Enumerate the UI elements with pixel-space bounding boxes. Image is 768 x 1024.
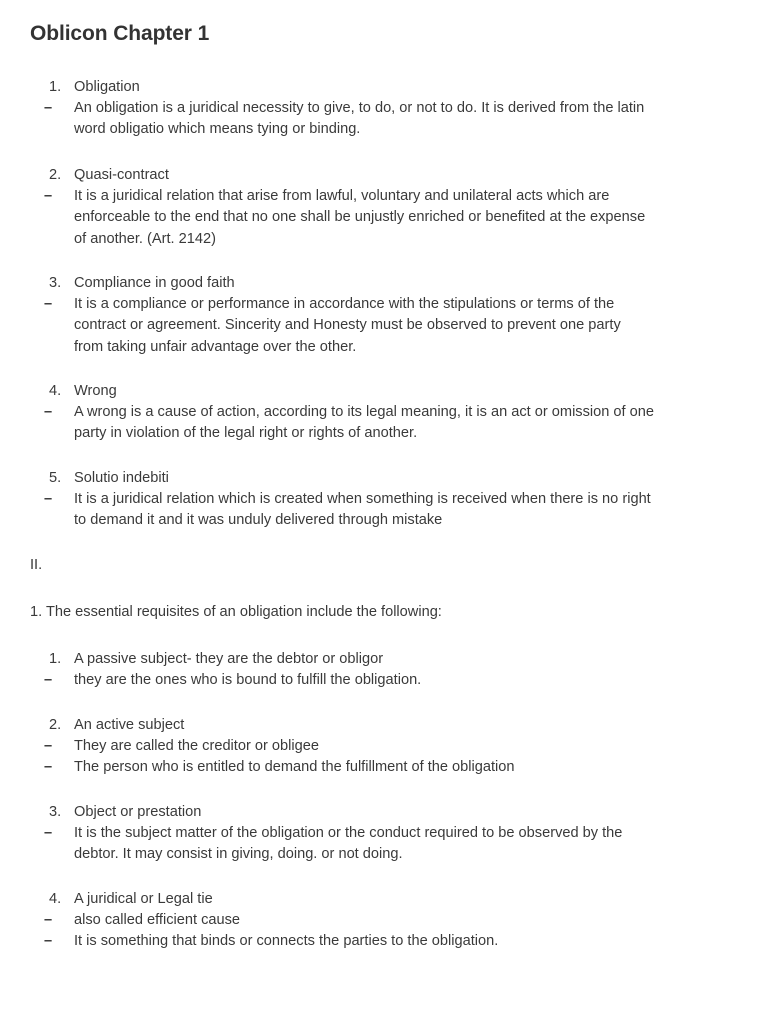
list-item-heading	[0, 77, 768, 98]
bullet-line	[0, 337, 768, 358]
list-item	[0, 889, 768, 953]
dash-bullet-icon: –	[44, 825, 53, 842]
list-number: 3.	[49, 275, 62, 291]
bullet-text: they are the ones who is bound to fulfill the obligation.	[74, 672, 422, 689]
bullet-text: The person who is entitled to demand the fulfillment of the obligation	[74, 759, 515, 776]
bullet-line	[0, 119, 768, 140]
list-number: 2.	[49, 717, 62, 733]
list-item-heading	[0, 381, 768, 402]
list-item-heading	[0, 715, 768, 736]
list-number: 1.	[49, 79, 62, 95]
bullet-text: to demand it and it was unduly delivered through mistake	[74, 512, 443, 529]
bullet-line	[0, 423, 768, 444]
bullet-line	[0, 757, 768, 778]
bullet-line	[0, 294, 768, 315]
bullet-line	[0, 823, 768, 844]
bullet-text: It is a compliance or performance in accordance with the stipulations or terms of the	[74, 296, 615, 313]
bullet-text: It is a juridical relation that arise from lawful, voluntary and unilateral acts which are	[74, 188, 610, 205]
bullet-text: It is something that binds or connects the parties to the obligation.	[74, 933, 499, 950]
bullet-line	[0, 186, 768, 207]
dash-bullet-icon: –	[44, 404, 53, 421]
list-term: A passive subject- they are the debtor or obligor	[74, 651, 384, 667]
page-title: Oblicon Chapter 1	[30, 22, 210, 45]
list-item	[0, 649, 768, 691]
list-term: Solutio indebiti	[74, 470, 169, 486]
bullet-text: party in violation of the legal right or rights of another.	[74, 425, 418, 442]
list-item	[0, 77, 768, 141]
list-term: An active subject	[74, 717, 185, 733]
bullet-text: They are called the creditor or obligee	[74, 738, 319, 755]
list-term: A juridical or Legal tie	[74, 891, 213, 907]
dash-bullet-icon: –	[44, 672, 53, 689]
bullet-line	[0, 910, 768, 931]
list-item-heading	[0, 273, 768, 294]
dash-bullet-icon: –	[44, 491, 53, 508]
bullet-line	[0, 402, 768, 423]
list-item-heading	[0, 802, 768, 823]
list-term: Obligation	[74, 79, 140, 95]
list-term: Object or prestation	[74, 804, 202, 820]
dash-bullet-icon: –	[44, 912, 53, 929]
bullet-text: It is the subject matter of the obligation or the conduct required to be observed by the	[74, 825, 623, 842]
bullet-line	[0, 489, 768, 510]
list-number: 4.	[49, 891, 62, 907]
list-item	[0, 715, 768, 779]
list-item	[0, 802, 768, 866]
dash-bullet-icon: –	[44, 759, 53, 776]
list-item-heading	[0, 889, 768, 910]
dash-bullet-icon: –	[44, 296, 53, 313]
bullet-text: enforceable to the end that no one shall be unjustly enriched or benefited at the expense	[74, 209, 646, 226]
list-item-heading	[0, 165, 768, 186]
list-item	[0, 468, 768, 532]
bullet-text: An obligation is a juridical necessity to give, to do, or not to do. It is derived from the latin	[74, 100, 645, 117]
list-number: 3.	[49, 804, 62, 820]
bullet-line	[0, 315, 768, 336]
bullet-text: also called efficient cause	[74, 912, 241, 929]
bullet-line	[0, 844, 768, 865]
list-term: Quasi-contract	[74, 167, 169, 183]
bullet-text: from taking unfair advantage over the other.	[74, 338, 357, 355]
bullet-text: debtor. It may consist in giving, doing. or not doing.	[74, 846, 403, 863]
list-number: 2.	[49, 167, 62, 183]
dash-bullet-icon: –	[44, 100, 53, 117]
list-term: Compliance in good faith	[74, 275, 235, 291]
bullet-line	[0, 207, 768, 228]
section-heading: II.	[30, 557, 43, 573]
dash-bullet-icon: –	[44, 738, 53, 755]
list-item-heading	[0, 468, 768, 489]
list-item-heading	[0, 649, 768, 670]
bullet-text: A wrong is a cause of action, according to its legal meaning, it is an act or omission of one	[74, 404, 655, 421]
bullet-line	[0, 670, 768, 691]
bullet-line	[0, 98, 768, 119]
list-item	[0, 273, 768, 358]
bullet-text: contract or agreement. Sincerity and Honesty must be observed to prevent one party	[74, 317, 621, 334]
dash-bullet-icon: –	[44, 188, 53, 205]
list-item	[0, 165, 768, 250]
bullet-line	[0, 229, 768, 250]
bullet-line	[0, 510, 768, 531]
section-intro: 1. The essential requisites of an obligation include the following:	[30, 604, 442, 620]
list-term: Wrong	[74, 383, 117, 399]
list-item	[0, 381, 768, 445]
bullet-line	[0, 736, 768, 757]
bullet-line	[0, 931, 768, 952]
dash-bullet-icon: –	[44, 933, 53, 950]
list-number: 1.	[49, 651, 62, 667]
bullet-text: It is a juridical relation which is created when something is received when there is no right	[74, 491, 651, 508]
bullet-text: word obligatio which means tying or binding.	[74, 121, 361, 138]
list-number: 4.	[49, 383, 62, 399]
bullet-text: of another. (Art. 2142)	[74, 230, 216, 247]
list-number: 5.	[49, 470, 62, 486]
